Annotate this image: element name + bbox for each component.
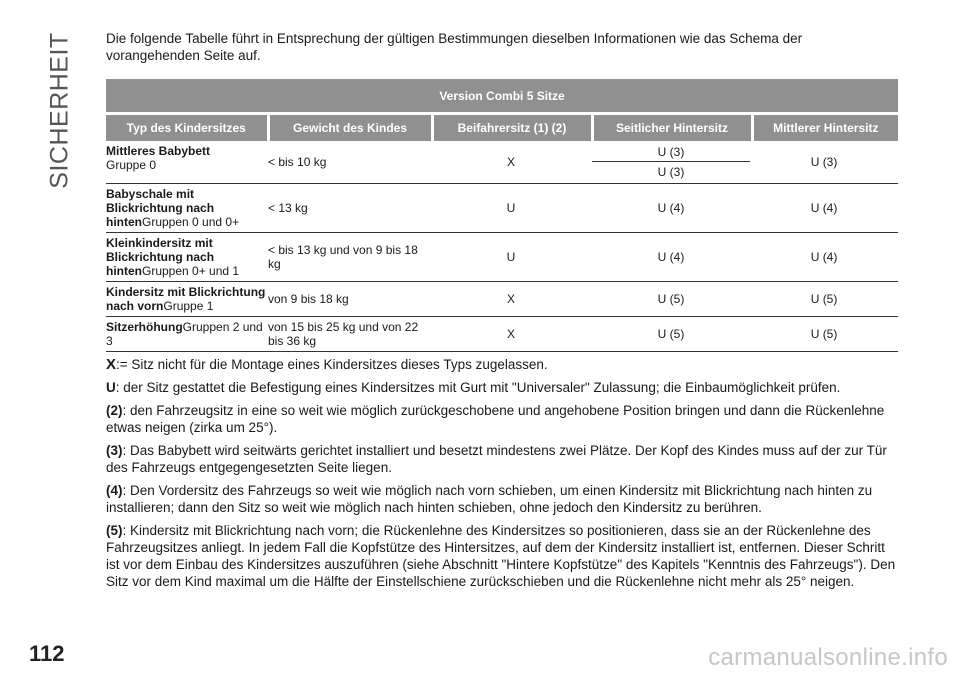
cell-weight: < 13 kg — [268, 184, 432, 233]
cell-weight: von 9 bis 18 kg — [268, 282, 432, 317]
cell-type — [106, 233, 268, 282]
cell-front-seat: X — [432, 282, 592, 317]
cell-front-seat: U — [432, 184, 592, 233]
note-text: : Kindersitz mit Blickrichtung nach vorn; die Rückenlehne des Kindersitzes so positionieren, dass sie an der Rückenlehne des Fahrzeugsitzes anliegt. In jedem Fall die Kopfstütze des Hintersitzes, auf dem der Kindersitz installiert ist, entfernen. Dieser Schritt ist vor dem Einbau des Kindersitzes auszuführen (siehe Abschnitt "Hintere Kopfstütze" des Kapitels "Kenntnis des Fahrzeugs"). Den Sitz vor dem Kind maximal um die Hälfte der Einstellschiene zurückschieben und die Rückenlehne nicht mehr als 25° neigen. — [106, 523, 896, 589]
type-group: Gruppen 0+ und 1 — [142, 264, 240, 278]
cell-weight: < bis 13 kg und von 9 bis 18 kg — [268, 233, 432, 282]
side-value-bottom: U (3) — [657, 165, 685, 179]
cell-weight: < bis 10 kg — [268, 141, 432, 184]
note-3 — [106, 442, 898, 476]
note-2 — [106, 402, 898, 436]
note-text: := Sitz nicht für die Montage eines Kindersitzes dieses Typs zugelassen. — [116, 357, 548, 372]
cell-type — [106, 317, 268, 352]
version-header: Version Combi 5 Sitze — [106, 79, 898, 114]
note-text: : der Sitz gestattet die Befestigung eines Kindersitzes mit Gurt mit "Universaler" Zulassung; die Einbaumöglichkeit prüfen. — [115, 380, 841, 395]
cell-front-seat: X — [432, 141, 592, 184]
type-name: Sitzerhöhung — [106, 320, 183, 334]
type-group: Gruppen 0 und 0+ — [142, 215, 240, 229]
page-number: 112 — [29, 641, 65, 666]
note-text: : den Fahrzeugsitz in eine so weit wie möglich zurückgeschobene und angehobene Position bringen und dann die Rückenlehne etwas neigen (zirka um 25°). — [106, 403, 885, 435]
cell-middle-rear-seat: U (3) — [752, 141, 898, 184]
cell-middle-rear-seat: U (4) — [752, 184, 898, 233]
intro-paragraph: Die folgende Tabelle führt in Entsprechung der gültigen Bestimmungen dieselben Informationen wie das Schema der vorangehenden Seite auf. — [106, 31, 803, 63]
note-key: X — [106, 356, 117, 373]
cell-weight: von 15 bis 25 kg und von 22 bis 36 kg — [268, 317, 432, 352]
table-row — [106, 317, 898, 352]
type-name: Babyschale mit Blickrichtung nach hinten — [106, 187, 215, 229]
col-header-middle-rear-seat: Mittlerer Hintersitz — [752, 114, 898, 142]
cell-front-seat: X — [432, 317, 592, 352]
table-row — [106, 233, 898, 282]
watermark: carmanualsonline.info — [708, 644, 948, 671]
section-title-vertical — [30, 30, 90, 190]
note-key: U — [106, 380, 116, 395]
note-key: (4) — [106, 483, 123, 498]
col-header-side-rear-seat: Seitlicher Hintersitz — [592, 114, 752, 142]
column-header-row — [106, 114, 898, 142]
split-divider — [592, 161, 750, 162]
cell-side-rear-seat: U (4) — [592, 233, 752, 282]
note-5 — [106, 522, 898, 590]
type-name: Mittleres Babybett — [106, 144, 211, 158]
col-header-front-seat: Beifahrersitz (1) (2) — [432, 114, 592, 142]
cell-front-seat: U — [432, 233, 592, 282]
table-row — [106, 282, 898, 317]
cell-type — [106, 184, 268, 233]
type-group: Gruppe 1 — [163, 299, 214, 313]
col-header-weight: Gewicht des Kindes — [268, 114, 432, 142]
table-row — [106, 184, 898, 233]
child-seat-table — [106, 79, 898, 352]
note-text: : Das Babybett wird seitwärts gerichtet installiert und besetzt mindestens zwei Plätze. Der Kopf des Kindes muss auf der zur Tür des Fahrzeugs entgegengesetzten Seite liegen. — [106, 443, 887, 475]
section-title-text: SICHERHEIT — [45, 31, 74, 189]
side-value-top: U (3) — [657, 145, 685, 159]
type-name: Kleinkindersitz mit Blickrichtung nach hinten — [106, 236, 215, 278]
note-4 — [106, 482, 898, 516]
cell-side-rear-seat: U (4) — [592, 184, 752, 233]
cell-side-rear-seat: U (5) — [592, 317, 752, 352]
cell-middle-rear-seat: U (5) — [752, 282, 898, 317]
note-x — [106, 356, 898, 373]
page-content — [106, 30, 898, 596]
note-u — [106, 379, 898, 396]
type-group: Gruppen 2 und 3 — [106, 320, 263, 348]
note-key: (3) — [106, 443, 123, 458]
table-row — [106, 141, 898, 184]
cell-type — [106, 282, 268, 317]
col-header-type: Typ des Kindersitzes — [106, 114, 268, 142]
version-header-row — [106, 79, 898, 114]
cell-middle-rear-seat: U (4) — [752, 233, 898, 282]
footnotes — [106, 356, 898, 590]
cell-side-rear-seat — [592, 141, 752, 184]
cell-middle-rear-seat: U (5) — [752, 317, 898, 352]
type-name: Kindersitz mit Blickrichtung nach vorn — [106, 285, 266, 313]
note-text: : Den Vordersitz des Fahrzeugs so weit wie möglich nach vorn schieben, um einen Kindersitz mit Blickrichtung nach hinten zu installieren; dann den Sitz so weit wie möglich nach hinten schieben, ohne jedoch den Kindersitz zu berühren. — [106, 483, 873, 515]
type-group: Gruppe 0 — [106, 158, 157, 172]
cell-type — [106, 141, 268, 184]
cell-side-rear-seat: U (5) — [592, 282, 752, 317]
note-key: (5) — [106, 523, 123, 538]
split-cell — [592, 144, 750, 180]
note-key: (2) — [106, 403, 123, 418]
